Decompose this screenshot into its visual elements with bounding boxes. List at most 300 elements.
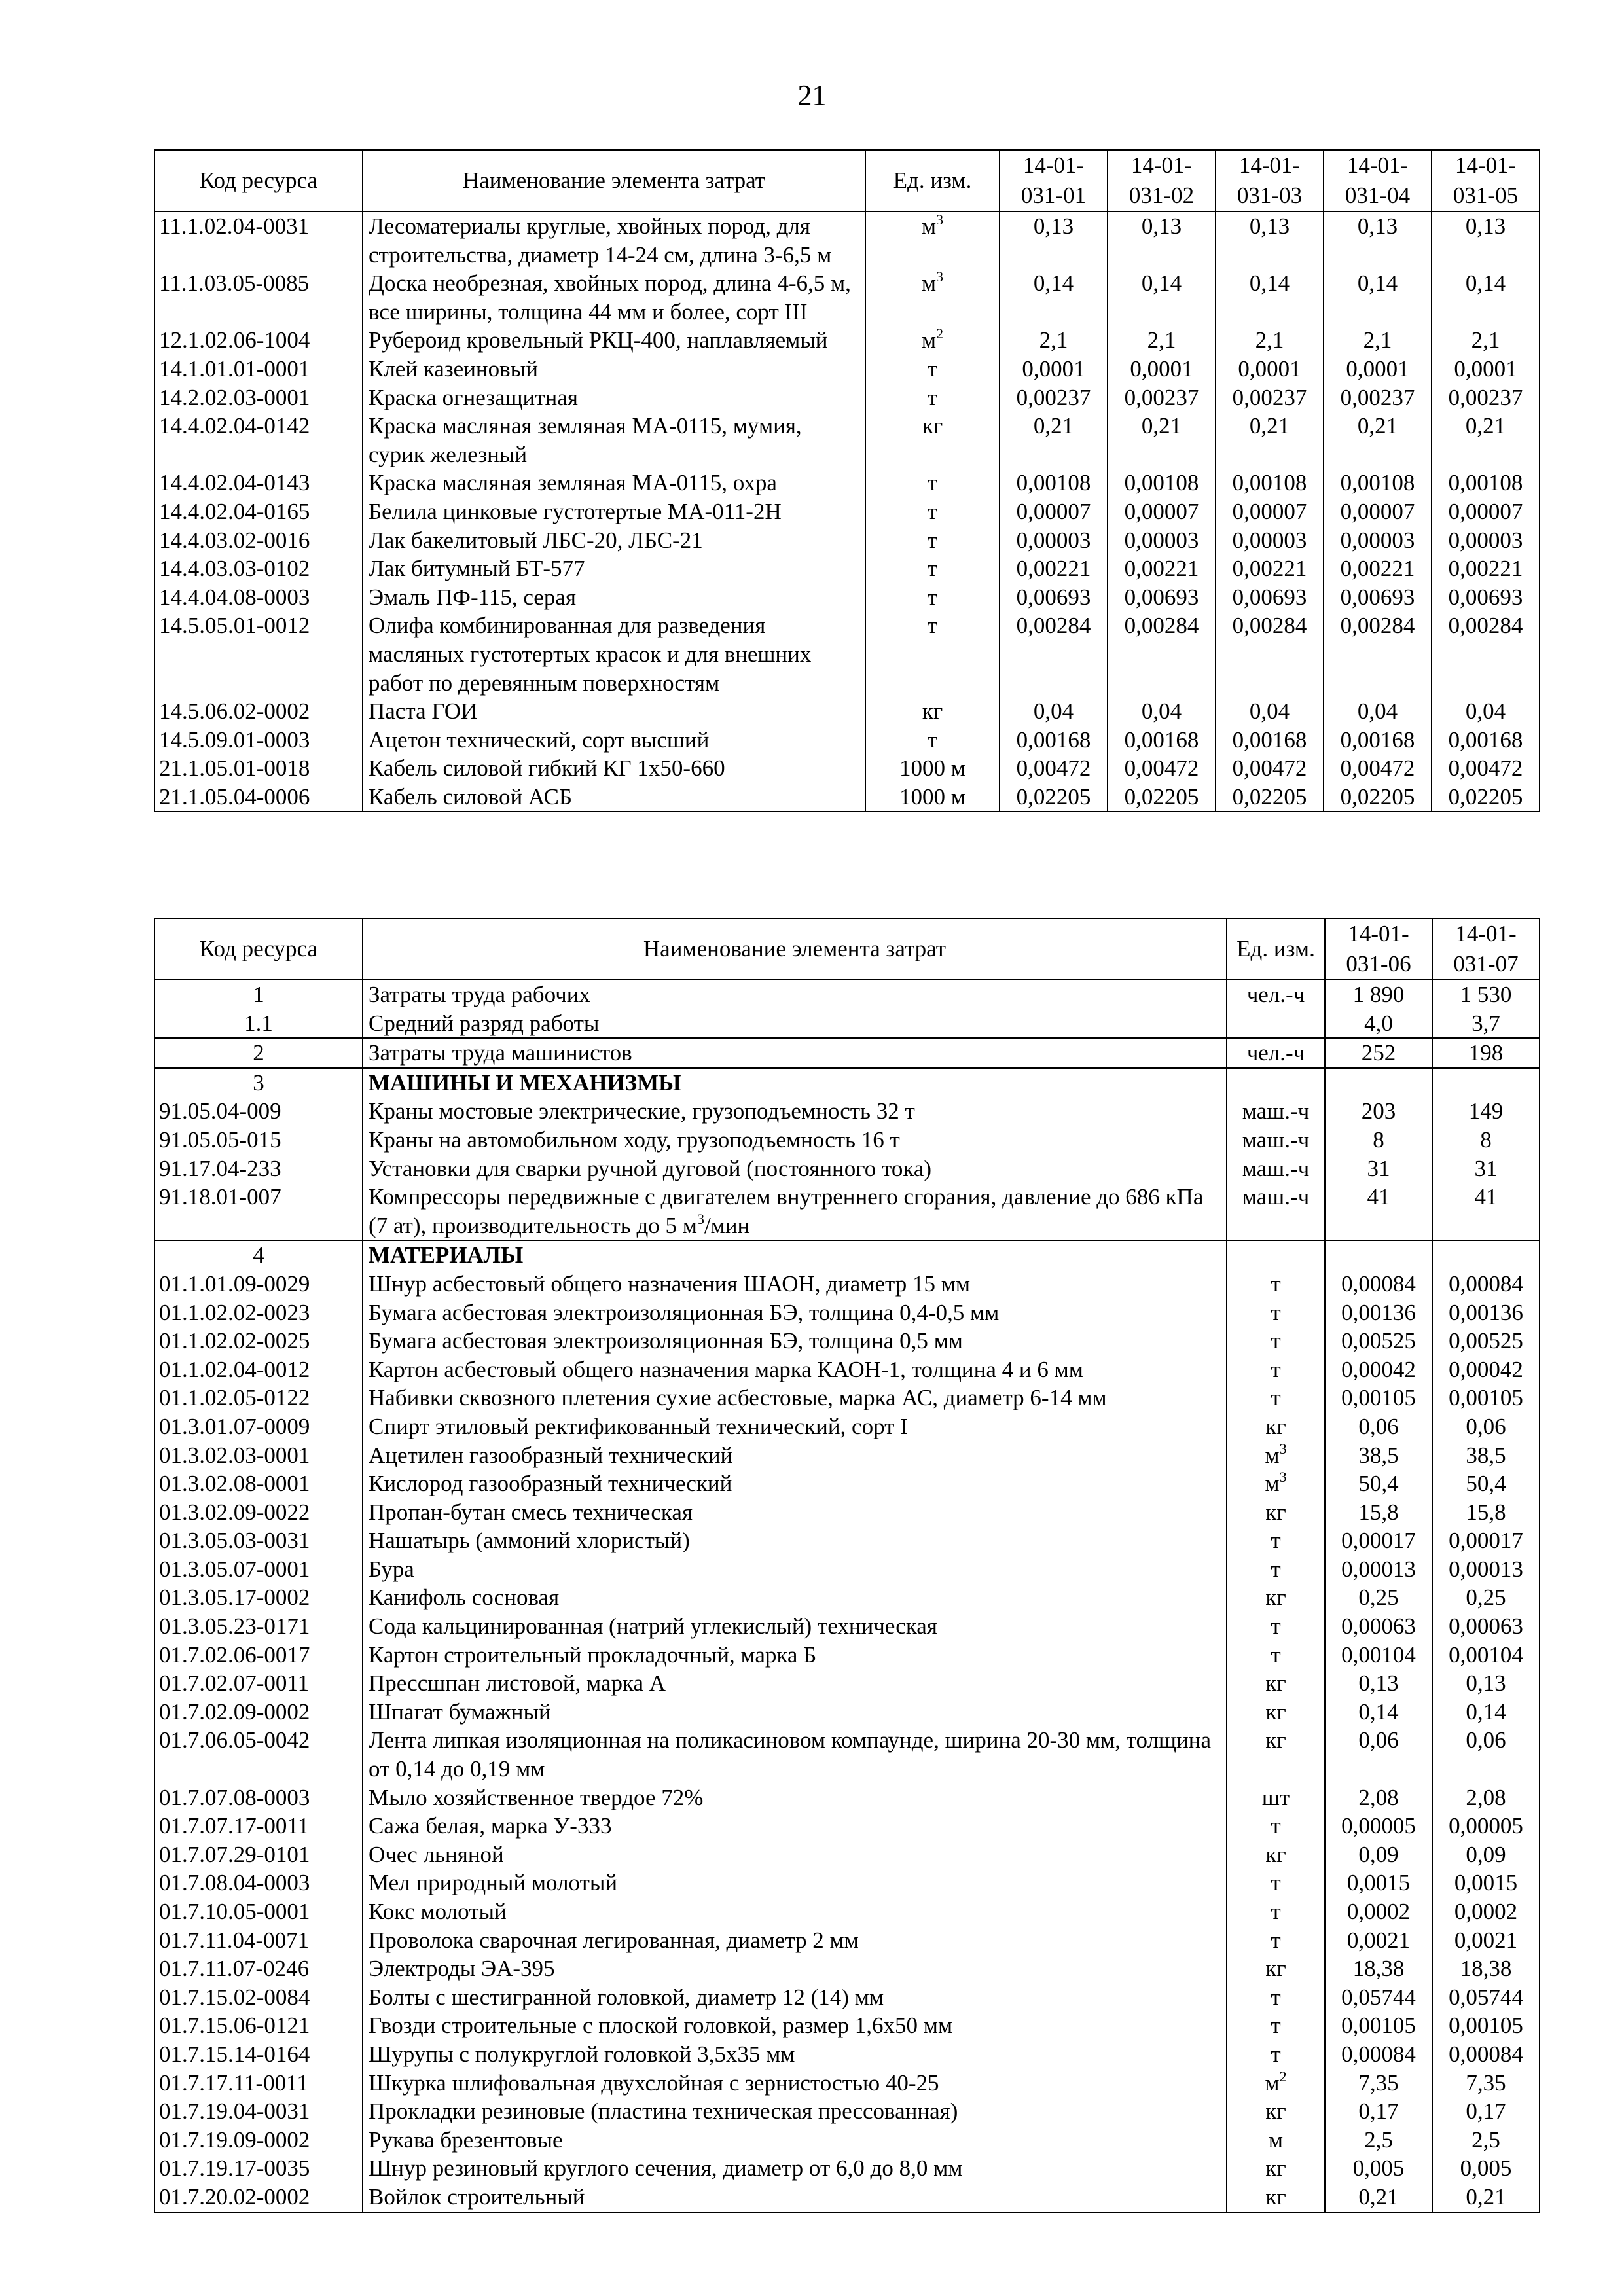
value-cell: 50,4 (1432, 1469, 1540, 1498)
resource-name (363, 1183, 1227, 1240)
resource-name-text: Затраты труда машинистов (369, 1040, 632, 1066)
unit-cell (1227, 1983, 1325, 2012)
value-cell: 0,14 (1108, 269, 1216, 326)
unit-text: т (927, 384, 938, 410)
table-row (154, 2126, 1540, 2155)
resource-code: 1 (154, 980, 363, 1009)
value-cell: 0,00693 (1432, 583, 1540, 612)
resource-name-text: Краска масляная земляная МА-0115, мумия, сурик железный (369, 413, 802, 467)
table-row (154, 2069, 1540, 2098)
table-row (154, 1270, 1540, 1299)
table-row (154, 1183, 1540, 1240)
unit-text: кг (1265, 1698, 1286, 1725)
value-cell: 2,08 (1432, 1784, 1540, 1812)
header-col: 14-01- 031-06 (1325, 918, 1432, 980)
table-row (154, 2011, 1540, 2040)
resource-code: 01.1.02.05-0122 (154, 1384, 363, 1412)
value-cell: 0,00003 (1000, 526, 1108, 555)
resource-name-text: Кокс молотый (369, 1899, 507, 1924)
resource-name-text: Лента липкая изоляционная на поликасиновом компаунде, ширина 20-30 мм, толщина от 0,14 до 0,19 мм (369, 1727, 1212, 1782)
value-cell: 0,00007 (1000, 497, 1108, 526)
value-cell: 0,0015 (1325, 1869, 1432, 1897)
resource-name (363, 1983, 1227, 2012)
resource-name-text: Нашатырь (аммоний хлористый) (369, 1528, 690, 1554)
unit-cell (865, 355, 1000, 384)
unit-text: 1000 м (899, 783, 965, 810)
resource-name (363, 1097, 1227, 1126)
value-cell: 0,00007 (1216, 497, 1324, 526)
resource-code: 91.17.04-233 (154, 1155, 363, 1183)
value-cell: 7,35 (1325, 2069, 1432, 2098)
value-cell: 0,00108 (1000, 469, 1108, 497)
unit-cell (1227, 1526, 1325, 1555)
unit-cell (1227, 1068, 1325, 1098)
value-cell (1325, 1240, 1432, 1270)
resource-code: 01.7.19.09-0002 (154, 2126, 363, 2155)
unit-text: м (1265, 2070, 1280, 2096)
resource-code: 01.1.02.04-0012 (154, 1355, 363, 1384)
value-cell: 18,38 (1432, 1954, 1540, 1983)
table-row (154, 2183, 1540, 2212)
resource-name-text: Шурупы с полукруглой головкой 3,5х35 мм (369, 2041, 795, 2067)
resource-name-text: Спирт этиловый ректификованный технический, сорт I (369, 1413, 908, 1439)
resource-name (363, 583, 865, 612)
table-row (154, 469, 1540, 497)
resource-name-text: Прокладки резиновые (пластина техническая прессованная) (369, 2098, 958, 2125)
resource-code: 01.7.15.06-0121 (154, 2011, 363, 2040)
resource-code: 01.3.05.23-0171 (154, 1612, 363, 1641)
resource-name (363, 1669, 1227, 1698)
table-row (154, 1009, 1540, 1039)
value-cell: 0,00221 (1108, 554, 1216, 583)
unit-cell (1227, 1784, 1325, 1812)
resource-code: 01.7.19.17-0035 (154, 2154, 363, 2183)
table-row (154, 783, 1540, 812)
resource-name-text: Краска масляная земляная МА-0115, охра (369, 470, 777, 496)
value-cell: 0,13 (1325, 1669, 1432, 1698)
value-cell: 0,21 (1108, 412, 1216, 469)
table-row (154, 1869, 1540, 1897)
value-cell: 0,13 (1324, 211, 1432, 269)
table-row (154, 1897, 1540, 1926)
resource-code: 01.1.02.02-0023 (154, 1299, 363, 1327)
value-cell: 0,00003 (1432, 526, 1540, 555)
resource-code: 01.7.08.04-0003 (154, 1869, 363, 1897)
resource-code: 21.1.05.04-0006 (154, 783, 363, 812)
resource-name-text: Картон асбестовый общего назначения марка КАОН-1, толщина 4 и 6 мм (369, 1356, 1083, 1382)
value-cell: 0,05744 (1325, 1983, 1432, 2012)
value-cell: 2,1 (1216, 326, 1324, 355)
value-cell: 0,005 (1432, 2154, 1540, 2183)
value-cell: 0,00284 (1000, 611, 1108, 697)
unit-text: т (927, 470, 938, 496)
resource-name-text: Кабель силовой гибкий КГ 1х50-660 (369, 755, 725, 781)
value-cell: 0,06 (1325, 1412, 1432, 1441)
resource-name (363, 1126, 1227, 1155)
value-cell: 0,13 (1432, 1669, 1540, 1698)
resource-code: 14.4.03.02-0016 (154, 526, 363, 555)
header-col: 14-01- 031-03 (1216, 150, 1324, 211)
resource-code: 14.4.02.04-0165 (154, 497, 363, 526)
table-row (154, 355, 1540, 384)
unit-text: маш.-ч (1242, 1098, 1310, 1124)
resource-name-text: Лак бакелитовый ЛБС-20, ЛБС-21 (369, 527, 703, 553)
resource-name (363, 469, 865, 497)
table-row (154, 1126, 1540, 1155)
unit-text: т (1271, 1356, 1281, 1382)
value-cell: 4,0 (1325, 1009, 1432, 1039)
value-cell: 2,1 (1324, 326, 1432, 355)
resource-name (363, 1840, 1227, 1869)
value-cell (1325, 1068, 1432, 1098)
resource-name-text: Рукава брезентовые (369, 2126, 563, 2153)
unit-cell (865, 697, 1000, 726)
resource-code: 01.7.19.04-0031 (154, 2097, 363, 2126)
resource-name (363, 2011, 1227, 2040)
unit-cell (1227, 1155, 1325, 1183)
unit-text: т (1271, 1528, 1281, 1554)
header-col: 14-01- 031-02 (1108, 150, 1216, 211)
value-cell: 0,00693 (1000, 583, 1108, 612)
table-row (154, 1384, 1540, 1412)
resource-name (363, 1784, 1227, 1812)
table-row (154, 1155, 1540, 1183)
resource-name-text: Проволока сварочная легированная, диаметр 2 мм (369, 1927, 859, 1953)
value-cell: 0,00284 (1432, 611, 1540, 697)
unit-cell (1227, 1009, 1325, 1039)
unit-cell (1227, 1926, 1325, 1955)
resource-name-text: Очес льняной (369, 1841, 504, 1867)
resource-name-text: Краны на автомобильном ходу, грузоподъемность 16 т (369, 1126, 900, 1153)
value-cell: 0,00084 (1325, 2040, 1432, 2069)
unit-cell (1227, 1869, 1325, 1897)
resource-name-text: Установки для сварки ручной дуговой (постоянного тока) (369, 1155, 932, 1181)
table-row (154, 1983, 1540, 2012)
value-cell: 0,21 (1325, 2183, 1432, 2212)
value-cell: 0,0001 (1108, 355, 1216, 384)
value-cell: 0,00003 (1108, 526, 1216, 555)
value-cell: 15,8 (1325, 1498, 1432, 1527)
value-cell: 0,00108 (1432, 469, 1540, 497)
value-cell: 0,17 (1325, 2097, 1432, 2126)
unit-cell (1227, 1469, 1325, 1498)
value-cell: 0,06 (1325, 1726, 1432, 1783)
resource-code: 01.7.10.05-0001 (154, 1897, 363, 1926)
value-cell: 0,00007 (1432, 497, 1540, 526)
unit-cell (1227, 2154, 1325, 2183)
resource-name (363, 1469, 1227, 1498)
value-cell: 0,14 (1216, 269, 1324, 326)
value-cell: 2,1 (1432, 326, 1540, 355)
value-cell: 203 (1325, 1097, 1432, 1126)
unit-text: кг (1265, 2155, 1286, 2181)
table-row (154, 1698, 1540, 1727)
resource-name (363, 726, 865, 755)
resource-name (363, 1583, 1227, 1612)
header-code: Код ресурса (154, 150, 363, 211)
resource-name (363, 1897, 1227, 1926)
unit-text: т (1271, 1984, 1281, 2010)
value-cell: 0,02205 (1000, 783, 1108, 812)
table-row (154, 1954, 1540, 1983)
value-cell: 0,21 (1216, 412, 1324, 469)
value-cell: 1 530 (1432, 980, 1540, 1009)
value-cell: 0,00017 (1432, 1526, 1540, 1555)
value-cell: 0,14 (1000, 269, 1108, 326)
table-row (154, 554, 1540, 583)
value-cell: 0,00104 (1325, 1641, 1432, 1670)
table-row (154, 1612, 1540, 1641)
resource-name-text: Рубероид кровельный РКЦ-400, наплавляемый (369, 327, 828, 353)
resource-code: 01.7.11.07-0246 (154, 1954, 363, 1983)
table-1-body (154, 211, 1540, 812)
resource-code: 01.3.02.09-0022 (154, 1498, 363, 1527)
table-row (154, 1498, 1540, 1527)
unit-text: т (927, 613, 938, 639)
resource-name (363, 1412, 1227, 1441)
unit-text: чел.-ч (1246, 982, 1305, 1007)
resource-name (363, 1299, 1227, 1327)
table-row (154, 412, 1540, 469)
value-cell: 0,14 (1325, 1698, 1432, 1727)
unit-cell (865, 412, 1000, 469)
resource-code: 01.7.02.07-0011 (154, 1669, 363, 1698)
resource-name-text: Эмаль ПФ-115, серая (369, 584, 576, 610)
unit-cell (1227, 980, 1325, 1009)
resource-code: 1.1 (154, 1009, 363, 1039)
resource-name (363, 326, 865, 355)
unit-text: т (1271, 1641, 1281, 1668)
value-cell: 0,0002 (1325, 1897, 1432, 1926)
resource-name-text: Олифа комбинированная для разведения масляных густотертых красок и для внешних работ по деревянным поверхностям (369, 613, 812, 696)
header-col: 14-01- 031-04 (1324, 150, 1432, 211)
value-cell: 31 (1325, 1155, 1432, 1183)
header-name: Наименование элемента затрат (363, 918, 1227, 980)
unit-cell (1227, 1183, 1325, 1240)
unit-text: т (1271, 1328, 1281, 1354)
unit-cell (865, 497, 1000, 526)
value-cell: 0,00237 (1000, 384, 1108, 412)
value-cell: 0,25 (1432, 1583, 1540, 1612)
value-cell: 8 (1325, 1126, 1432, 1155)
value-cell: 0,00221 (1216, 554, 1324, 583)
resource-name (363, 1327, 1227, 1355)
value-cell: 0,00007 (1108, 497, 1216, 526)
unit-cell (1227, 2097, 1325, 2126)
resource-code: 14.5.09.01-0003 (154, 726, 363, 755)
unit-text: 1000 м (899, 755, 965, 781)
unit-cell (1227, 1270, 1325, 1299)
resource-code: 01.3.02.03-0001 (154, 1441, 363, 1470)
resource-name-text: Паста ГОИ (369, 698, 478, 725)
table-row (154, 1583, 1540, 1612)
value-cell: 0,21 (1432, 412, 1540, 469)
unit-text: чел.-ч (1246, 1040, 1305, 1066)
resource-name (363, 2154, 1227, 2183)
unit-superscript: 3 (936, 211, 944, 228)
unit-cell (1227, 1126, 1325, 1155)
value-cell: 7,35 (1432, 2069, 1540, 2098)
resource-name (363, 1038, 1227, 1068)
resource-name-text: МАШИНЫ И МЕХАНИЗМЫ (369, 1069, 681, 1096)
value-cell: 0,00168 (1108, 726, 1216, 755)
value-cell: 0,00105 (1325, 2011, 1432, 2040)
resource-name-text: Бумага асбестовая электроизоляционная БЭ, толщина 0,5 мм (369, 1328, 963, 1354)
unit-text: т (1271, 1556, 1281, 1582)
table-row (154, 1784, 1540, 1812)
resource-code: 01.7.07.17-0011 (154, 1812, 363, 1840)
resource-name (363, 1698, 1227, 1727)
value-cell: 0,0002 (1432, 1897, 1540, 1926)
resource-name (363, 384, 865, 412)
resource-code: 2 (154, 1038, 363, 1068)
resource-name (363, 697, 865, 726)
table-row (154, 497, 1540, 526)
value-cell: 0,05744 (1432, 1983, 1540, 2012)
unit-text: т (1271, 1385, 1281, 1411)
resource-name (363, 1384, 1227, 1412)
resource-name (363, 2126, 1227, 2155)
value-cell: 0,0001 (1324, 355, 1432, 384)
unit-text: т (1271, 1299, 1281, 1325)
value-cell: 0,00007 (1324, 497, 1432, 526)
unit-text: т (927, 527, 938, 553)
value-cell: 0,00221 (1000, 554, 1108, 583)
table-row (154, 526, 1540, 555)
unit-text: т (927, 498, 938, 524)
resource-name-text: Краны мостовые электрические, грузоподъемность 32 т (369, 1098, 915, 1124)
unit-cell (1227, 2183, 1325, 2212)
resource-code: 14.4.02.04-0142 (154, 412, 363, 469)
value-cell: 0,0001 (1000, 355, 1108, 384)
value-cell: 0,00084 (1325, 1270, 1432, 1299)
resource-code: 01.3.05.17-0002 (154, 1583, 363, 1612)
value-cell (1432, 1068, 1540, 1098)
value-cell: 0,0001 (1216, 355, 1324, 384)
unit-superscript: 3 (1279, 1440, 1287, 1457)
value-cell: 0,00084 (1432, 1270, 1540, 1299)
unit-text: маш.-ч (1242, 1155, 1310, 1181)
resource-code: 01.7.17.11-0011 (154, 2069, 363, 2098)
resource-name (363, 1926, 1227, 1955)
unit-text: кг (1265, 2098, 1286, 2125)
unit-cell (865, 726, 1000, 755)
resource-name (363, 497, 865, 526)
resource-code: 91.05.04-009 (154, 1097, 363, 1126)
resource-name (363, 1240, 1227, 1270)
resource-name (363, 1441, 1227, 1470)
value-cell: 0,21 (1432, 2183, 1540, 2212)
value-cell: 0,00284 (1324, 611, 1432, 697)
unit-text: кг (1265, 1956, 1286, 1982)
value-cell: 38,5 (1432, 1441, 1540, 1470)
header-name: Наименование элемента затрат (363, 150, 865, 211)
value-cell: 0,00003 (1324, 526, 1432, 555)
unit-superscript: 3 (936, 268, 944, 285)
resource-name (363, 269, 865, 326)
value-cell: 0,21 (1000, 412, 1108, 469)
resource-name (363, 1355, 1227, 1384)
unit-cell (865, 554, 1000, 583)
value-cell: 0,00237 (1432, 384, 1540, 412)
value-cell: 0,06 (1432, 1412, 1540, 1441)
unit-text: кг (1265, 1727, 1286, 1753)
resource-code: 14.4.02.04-0143 (154, 469, 363, 497)
resource-code: 14.5.06.02-0002 (154, 697, 363, 726)
header-code: Код ресурса (154, 918, 363, 980)
unit-cell (1227, 1669, 1325, 1698)
value-cell (1432, 1240, 1540, 1270)
value-cell: 198 (1432, 1038, 1540, 1068)
table-row (154, 1926, 1540, 1955)
header-unit: Ед. изм. (1227, 918, 1325, 980)
resource-name-text: Белила цинковые густотертые МА-011-2Н (369, 498, 782, 524)
value-cell: 1 890 (1325, 980, 1432, 1009)
value-cell: 0,14 (1432, 1698, 1540, 1727)
value-cell: 0,00108 (1216, 469, 1324, 497)
table-row (154, 1327, 1540, 1355)
resource-code: 14.5.05.01-0012 (154, 611, 363, 697)
resource-code: 4 (154, 1240, 363, 1270)
value-cell: 0,00472 (1324, 754, 1432, 783)
table-row (154, 611, 1540, 697)
table-1-header-row (154, 150, 1540, 211)
value-cell: 0,00017 (1325, 1526, 1432, 1555)
resource-name (363, 1869, 1227, 1897)
table-row (154, 326, 1540, 355)
resource-name (363, 2069, 1227, 2098)
resource-code: 3 (154, 1068, 363, 1098)
resource-code: 21.1.05.01-0018 (154, 754, 363, 783)
resource-name (363, 355, 865, 384)
unit-cell (1227, 1954, 1325, 1983)
resource-name-text: Кабель силовой АСБ (369, 783, 572, 810)
unit-text: м (1265, 1471, 1280, 1497)
value-cell: 0,00013 (1432, 1555, 1540, 1584)
value-cell: 0,00472 (1000, 754, 1108, 783)
value-cell: 0,00104 (1432, 1641, 1540, 1670)
resource-name-text: Картон строительный прокладочный, марка Б (369, 1641, 817, 1668)
unit-text: т (1271, 1613, 1281, 1640)
value-cell: 0,00105 (1325, 1384, 1432, 1412)
value-cell: 2,5 (1432, 2126, 1540, 2155)
value-cell: 0,00168 (1216, 726, 1324, 755)
resource-code: 01.3.05.07-0001 (154, 1555, 363, 1584)
resource-code: 12.1.02.06-1004 (154, 326, 363, 355)
value-cell: 0,00108 (1108, 469, 1216, 497)
table-row (154, 1068, 1540, 1098)
value-cell: 0,00168 (1324, 726, 1432, 755)
value-cell: 50,4 (1325, 1469, 1432, 1498)
value-cell: 2,08 (1325, 1784, 1432, 1812)
value-cell: 3,7 (1432, 1009, 1540, 1039)
resource-name (363, 211, 865, 269)
resource-name-tail: /мин (704, 1212, 750, 1238)
value-cell: 2,1 (1108, 326, 1216, 355)
resource-name-text: Шнур асбестовый общего назначения ШАОН, диаметр 15 мм (369, 1270, 971, 1297)
value-cell: 31 (1432, 1155, 1540, 1183)
value-cell: 0,00005 (1432, 1812, 1540, 1840)
unit-cell (865, 211, 1000, 269)
resource-name-text: Мел природный молотый (369, 1870, 618, 1896)
value-cell: 0,00525 (1325, 1327, 1432, 1355)
unit-text: т (1271, 2013, 1281, 2039)
resource-name-text: Шпагат бумажный (369, 1698, 551, 1725)
value-cell: 0,13 (1000, 211, 1108, 269)
unit-text: м (921, 213, 937, 239)
resource-code: 01.7.02.09-0002 (154, 1698, 363, 1727)
value-cell: 0,00042 (1325, 1355, 1432, 1384)
